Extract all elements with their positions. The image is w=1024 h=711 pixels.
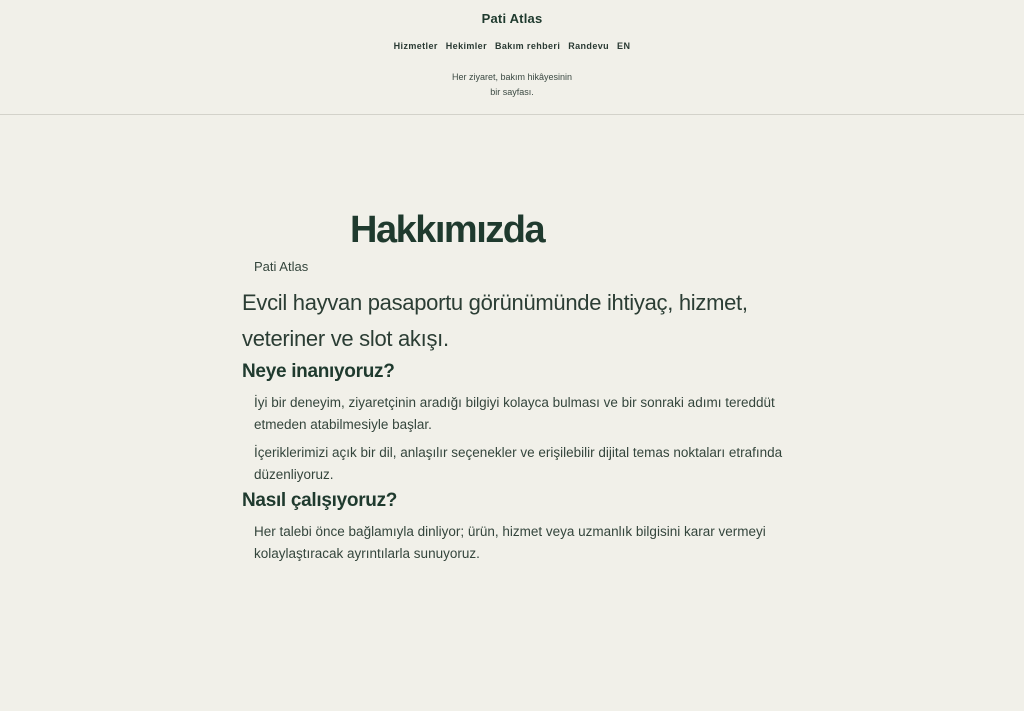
beliefs-paragraph-1: İyi bir deneyim, ziyaretçinin aradığı bilgiyi kolayca bulması ve bir sonraki adımı tereddüt etmeden atabilmesiyle başlar. [254, 395, 775, 432]
tagline-line-2: bir sayfası. [490, 87, 534, 97]
brand-logo[interactable]: Pati Atlas [481, 11, 543, 26]
tagline-line-1: Her ziyaret, bakım hikâyesinin [451, 72, 573, 82]
page-subtitle: Pati Atlas [254, 259, 309, 274]
main-nav [0, 41, 1024, 51]
nav-link-randevu[interactable]: Randevu [568, 41, 610, 51]
beliefs-paragraph-2: İçeriklerimizi açık bir dil, anlaşılır seçenekler ve erişilebilir dijital temas noktaları etrafında düzenliyoruz. [254, 445, 783, 482]
lead-paragraph: Evcil hayvan pasaportu görünümünde ihtiyaç, hizmet, veteriner ve slot akışı. [242, 290, 748, 351]
how-we-work-paragraph: Her talebi önce bağlamıyla dinliyor; ürün, hizmet veya uzmanlık bilgisini karar vermeyi kolaylaştıracak ayrıntılarla sunuyoruz. [254, 524, 766, 561]
nav-link-hekimler[interactable]: Hekimler [445, 41, 487, 51]
nav-link-hizmetler[interactable]: Hizmetler [393, 41, 438, 51]
language-switch-en[interactable]: EN [617, 41, 631, 51]
section-heading-beliefs: Neye inanıyoruz? [242, 361, 395, 382]
section-heading-how-we-work: Nasıl çalışıyoruz? [242, 490, 398, 511]
nav-link-bakim-rehberi[interactable]: Bakım rehberi [495, 41, 561, 51]
site-header [0, 0, 1024, 115]
page-title: Hakkımızda [350, 209, 545, 251]
tagline [0, 70, 1024, 100]
